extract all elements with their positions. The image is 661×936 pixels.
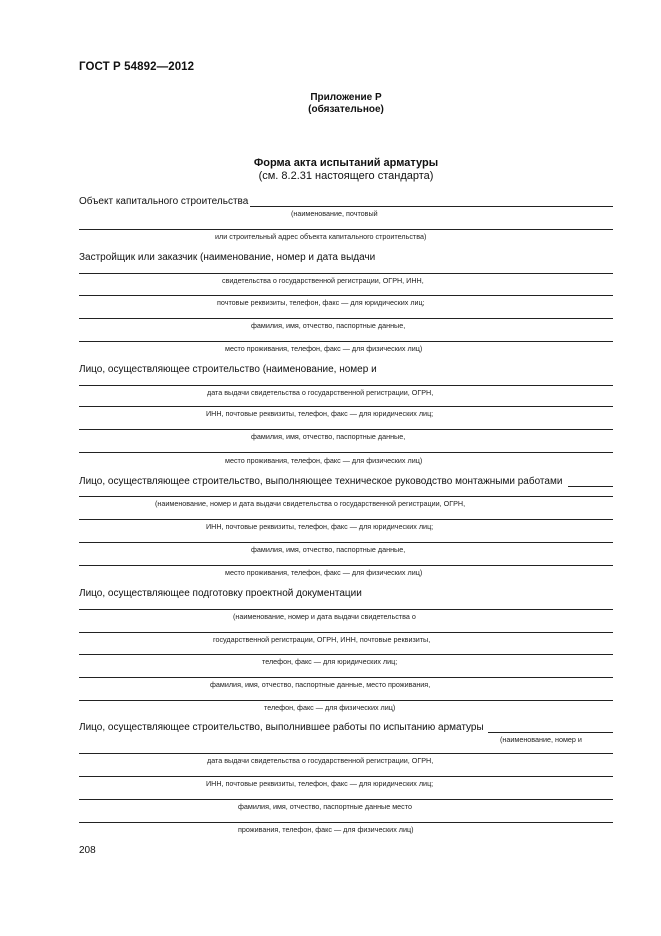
fill-line bbox=[79, 406, 613, 407]
fill-line bbox=[568, 486, 613, 487]
appendix-status: (обязательное) bbox=[308, 104, 384, 115]
field-caption: телефон, факс — для физических лиц) bbox=[264, 703, 396, 712]
fill-line bbox=[79, 799, 613, 800]
field-caption: место проживания, телефон, факс — для физических лиц) bbox=[225, 456, 423, 465]
field-caption: фамилия, имя, отчество, паспортные данные, bbox=[251, 545, 406, 554]
fill-line bbox=[79, 318, 613, 319]
fill-line bbox=[79, 519, 613, 520]
fill-line bbox=[79, 341, 613, 342]
fill-line bbox=[79, 496, 613, 497]
page-number: 208 bbox=[79, 845, 96, 856]
fill-line bbox=[79, 273, 613, 274]
field-caption: дата выдачи свидетельства о государственной регистрации, ОГРН, bbox=[207, 756, 434, 765]
fill-line bbox=[79, 429, 613, 430]
fill-line bbox=[79, 632, 613, 633]
field-caption: дата выдачи свидетельства о государственной регистрации, ОГРН, bbox=[207, 388, 434, 397]
form-title: Форма акта испытаний арматуры bbox=[253, 157, 439, 169]
standard-header: ГОСТ Р 54892—2012 bbox=[79, 61, 195, 73]
fill-line bbox=[250, 206, 613, 207]
field-caption: фамилия, имя, отчество, паспортные данные, bbox=[251, 321, 406, 330]
field-caption: (наименование, номер и дата выдачи свидетельства о государственной регистрации, ОГРН, bbox=[155, 499, 466, 508]
section-label-technical-supervision: Лицо, осуществляющее строительство, выполняющее техническое руководство монтажными работами bbox=[79, 476, 563, 487]
fill-line bbox=[79, 822, 613, 823]
field-caption: фамилия, имя, отчество, паспортные данные, место проживания, bbox=[210, 680, 431, 689]
field-caption: или строительный адрес объекта капитального строительства) bbox=[215, 232, 427, 241]
fill-line bbox=[79, 452, 613, 453]
field-caption: ИНН, почтовые реквизиты, телефон, факс — для юридических лиц; bbox=[206, 522, 434, 531]
section-label-testing: Лицо, осуществляющее строительство, выполнившее работы по испытанию арматуры bbox=[79, 722, 484, 733]
section-label-design: Лицо, осуществляющее подготовку проектной документации bbox=[79, 588, 362, 599]
section-label-developer: Застройщик или заказчик (наименование, номер и дата выдачи bbox=[79, 252, 376, 263]
field-caption: фамилия, имя, отчество, паспортные данные, bbox=[251, 432, 406, 441]
fill-line bbox=[79, 295, 613, 296]
field-caption: фамилия, имя, отчество, паспортные данные место bbox=[238, 802, 412, 811]
fill-line bbox=[79, 776, 613, 777]
field-caption: почтовые реквизиты, телефон, факс — для юридических лиц; bbox=[217, 298, 425, 307]
fill-line bbox=[79, 385, 613, 386]
fill-line bbox=[79, 542, 613, 543]
fill-line bbox=[79, 609, 613, 610]
field-caption: государственной регистрации, ОГРН, ИНН, почтовые реквизиты, bbox=[213, 635, 431, 644]
fill-line bbox=[79, 700, 613, 701]
fill-line bbox=[79, 753, 613, 754]
field-caption: место проживания, телефон, факс — для физических лиц) bbox=[225, 344, 423, 353]
fill-line bbox=[79, 565, 613, 566]
field-caption: (наименование, номер и дата выдачи свидетельства о bbox=[233, 612, 416, 621]
section-label-object: Объект капитального строительства bbox=[79, 196, 249, 207]
field-caption: проживания, телефон, факс — для физических лиц) bbox=[238, 825, 414, 834]
field-caption: ИНН, почтовые реквизиты, телефон, факс — для юридических лиц; bbox=[206, 409, 434, 418]
section-label-builder: Лицо, осуществляющее строительство (наименование, номер и bbox=[79, 364, 377, 375]
fill-line bbox=[79, 229, 613, 230]
field-caption: место проживания, телефон, факс — для физических лиц) bbox=[225, 568, 423, 577]
field-caption: телефон, факс — для юридических лиц; bbox=[262, 657, 398, 666]
fill-line bbox=[488, 732, 613, 733]
field-caption: (наименование, номер и bbox=[500, 735, 582, 744]
form-subtitle: (см. 8.2.31 настоящего стандарта) bbox=[258, 170, 434, 182]
field-caption: свидетельства о государственной регистрации, ОГРН, ИНН, bbox=[222, 276, 424, 285]
appendix-name: Приложение Р bbox=[310, 92, 382, 103]
fill-line bbox=[79, 654, 613, 655]
fill-line bbox=[79, 677, 613, 678]
field-caption: ИНН, почтовые реквизиты, телефон, факс — для юридических лиц; bbox=[206, 779, 434, 788]
field-caption: (наименование, почтовый bbox=[291, 209, 378, 218]
